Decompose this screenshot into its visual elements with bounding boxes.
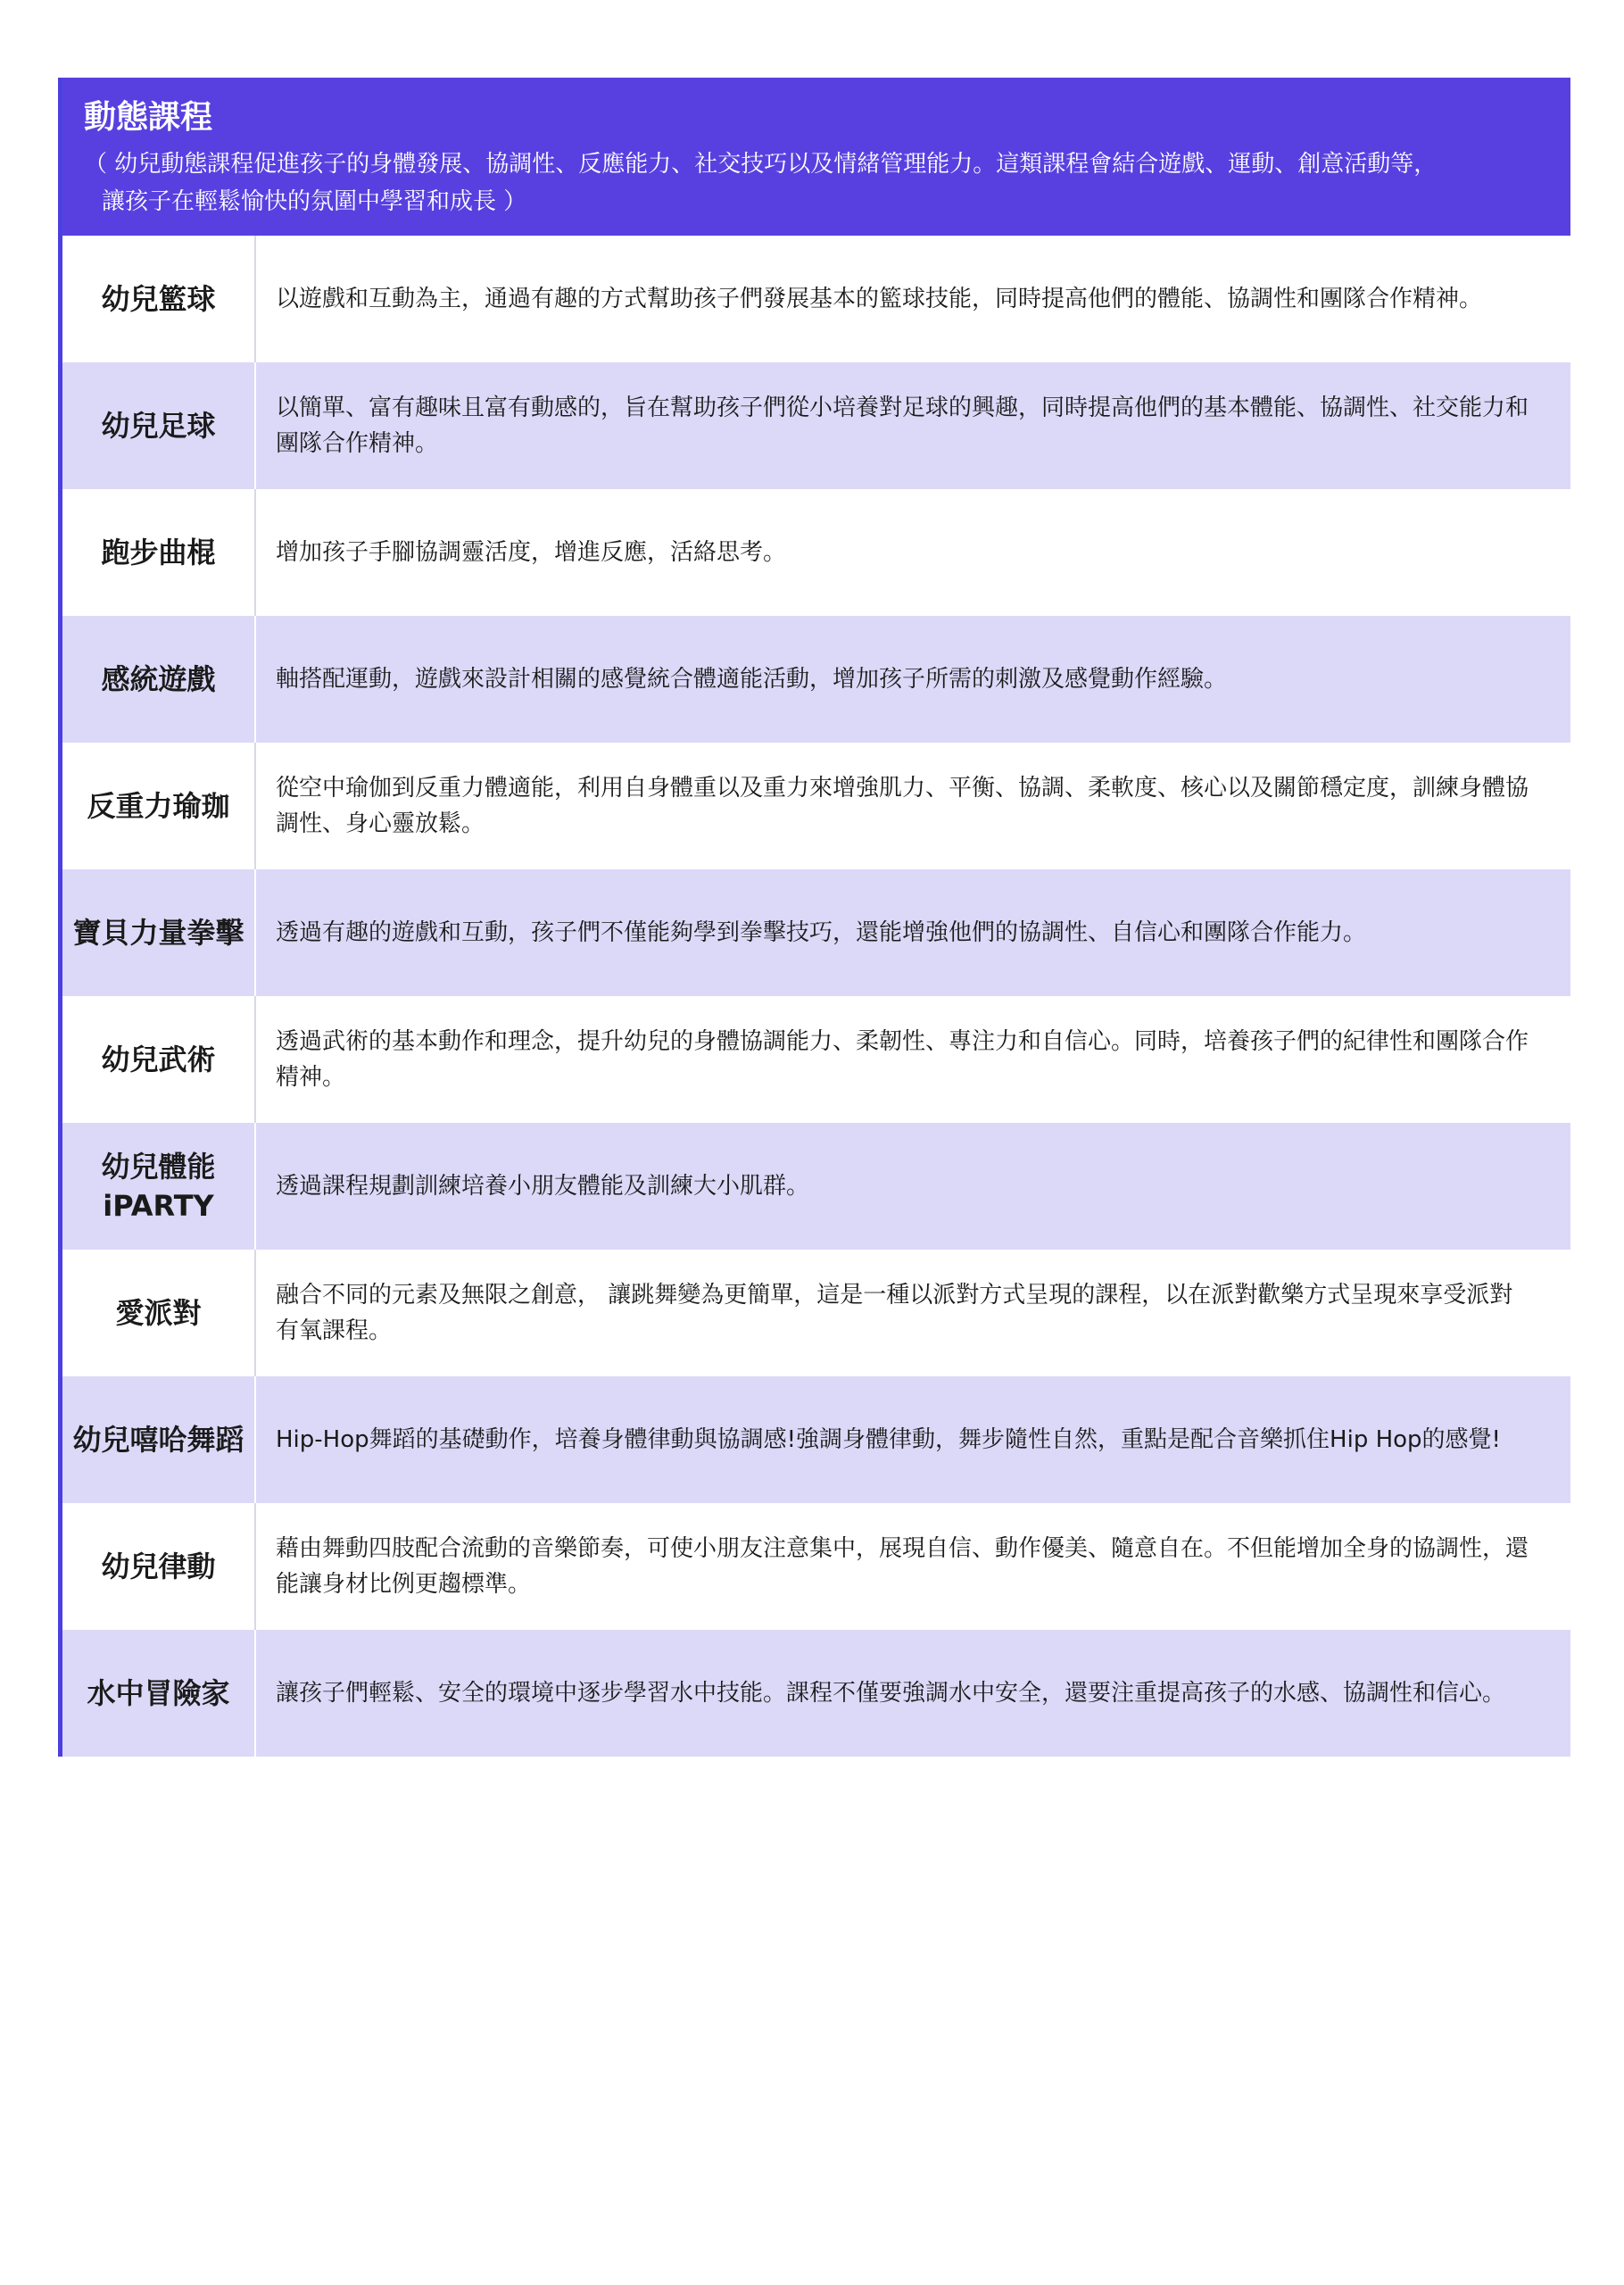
course-name: 幼兒律動 xyxy=(62,1503,256,1630)
course-row-rhythm xyxy=(62,1503,1570,1630)
course-row-football xyxy=(62,362,1570,489)
course-description: 透過有趣的遊戲和互動，孩子們不僅能夠學到拳擊技巧，還能增強他們的協調性、自信心和團隊合作能力。 xyxy=(276,919,1367,946)
course-name: 幼兒足球 xyxy=(62,362,256,489)
course-row-yoga xyxy=(62,743,1570,869)
course-name: 愛派對 xyxy=(62,1250,256,1376)
course-row-boxing xyxy=(62,869,1570,996)
course-name: 幼兒嘻哈舞蹈 xyxy=(62,1376,256,1503)
course-row-iparty xyxy=(62,1123,1570,1250)
course-name: 水中冒險家 xyxy=(62,1630,256,1757)
course-description: 透過課程規劃訓練培養小朋友體能及訓練大小肌群。 xyxy=(276,1173,810,1200)
course-name: 感統遊戲 xyxy=(62,616,256,743)
course-name: 幼兒籃球 xyxy=(62,236,256,362)
course-row-hiphop xyxy=(62,1376,1570,1503)
course-table xyxy=(58,78,1570,1757)
section-description xyxy=(84,145,1570,220)
course-description: 藉由舞動四肢配合流動的音樂節奏，可使小朋友注意集中，展現自信、動作優美、隨意自在。不但能增加全身的協調性，還能讓身材比例更趨標準。 xyxy=(276,1535,1529,1598)
course-description: 以遊戲和互動為主，通過有趣的方式幫助孩子們發展基本的籃球技能，同時提高他們的體能、協調性和團隊合作精神。 xyxy=(276,286,1483,312)
course-name: 寶貝力量拳擊 xyxy=(62,869,256,996)
course-description: 讓孩子們輕鬆、安全的環境中逐步學習水中技能。課程不僅要強調水中安全，還要注重提高孩子的水感、協調性和信心。 xyxy=(276,1680,1506,1707)
course-name: 反重力瑜珈 xyxy=(62,743,256,869)
course-description: 透過武術的基本動作和理念，提升幼兒的身體協調能力、柔韌性、專注力和自信心。同時，培養孩子們的紀律性和團隊合作精神。 xyxy=(276,1028,1529,1091)
course-row-martial-arts xyxy=(62,996,1570,1123)
course-description: 增加孩子手腳協調靈活度，增進反應，活絡思考。 xyxy=(276,539,787,566)
course-row-hockey xyxy=(62,489,1570,616)
table-header xyxy=(62,78,1570,236)
section-description-line1: （ 幼兒動態課程促進孩子的身體發展、協調性、反應能力、社交技巧以及情緒管理能力。這類課程會結合遊戲、運動、創意活動等， xyxy=(84,151,1438,178)
course-description: 從空中瑜伽到反重力體適能，利用自身體重以及重力來增強肌力、平衡、協調、柔軟度、核心以及關節穩定度，訓練身體協調性、身心靈放鬆。 xyxy=(276,775,1529,837)
course-description: 軸搭配運動，遊戲來設計相關的感覺統合體適能活動，增加孩子所需的刺激及感覺動作經驗。 xyxy=(276,666,1228,693)
course-name: 跑步曲棍 xyxy=(62,489,256,616)
course-row-sensory xyxy=(62,616,1570,743)
course-description: 以簡單、富有趣味且富有動感的，旨在幫助孩子們從小培養對足球的興趣，同時提高他們的基本體能、協調性、社交能力和團隊合作精神。 xyxy=(276,395,1529,457)
course-name: 幼兒體能iPARTY xyxy=(62,1123,256,1250)
course-row-swimming xyxy=(62,1630,1570,1757)
course-row-party xyxy=(62,1250,1570,1376)
course-description: Hip-Hop舞蹈的基礎動作，培養身體律動與協調感!強調身體律動，舞步隨性自然，重點是配合音樂抓住Hip Hop的感覺! xyxy=(276,1426,1501,1453)
course-name: 幼兒武術 xyxy=(62,996,256,1123)
section-description-line2: 讓孩子在輕鬆愉快的氛圍中學習和成長 ） xyxy=(102,188,527,215)
course-row-basketball xyxy=(62,236,1570,362)
section-title: 動態課程 xyxy=(84,99,213,136)
course-description: 融合不同的元素及無限之創意， 讓跳舞變為更簡單，這是一種以派對方式呈現的課程，以在派對歡樂方式呈現來享受派對有氧課程。 xyxy=(276,1282,1513,1344)
